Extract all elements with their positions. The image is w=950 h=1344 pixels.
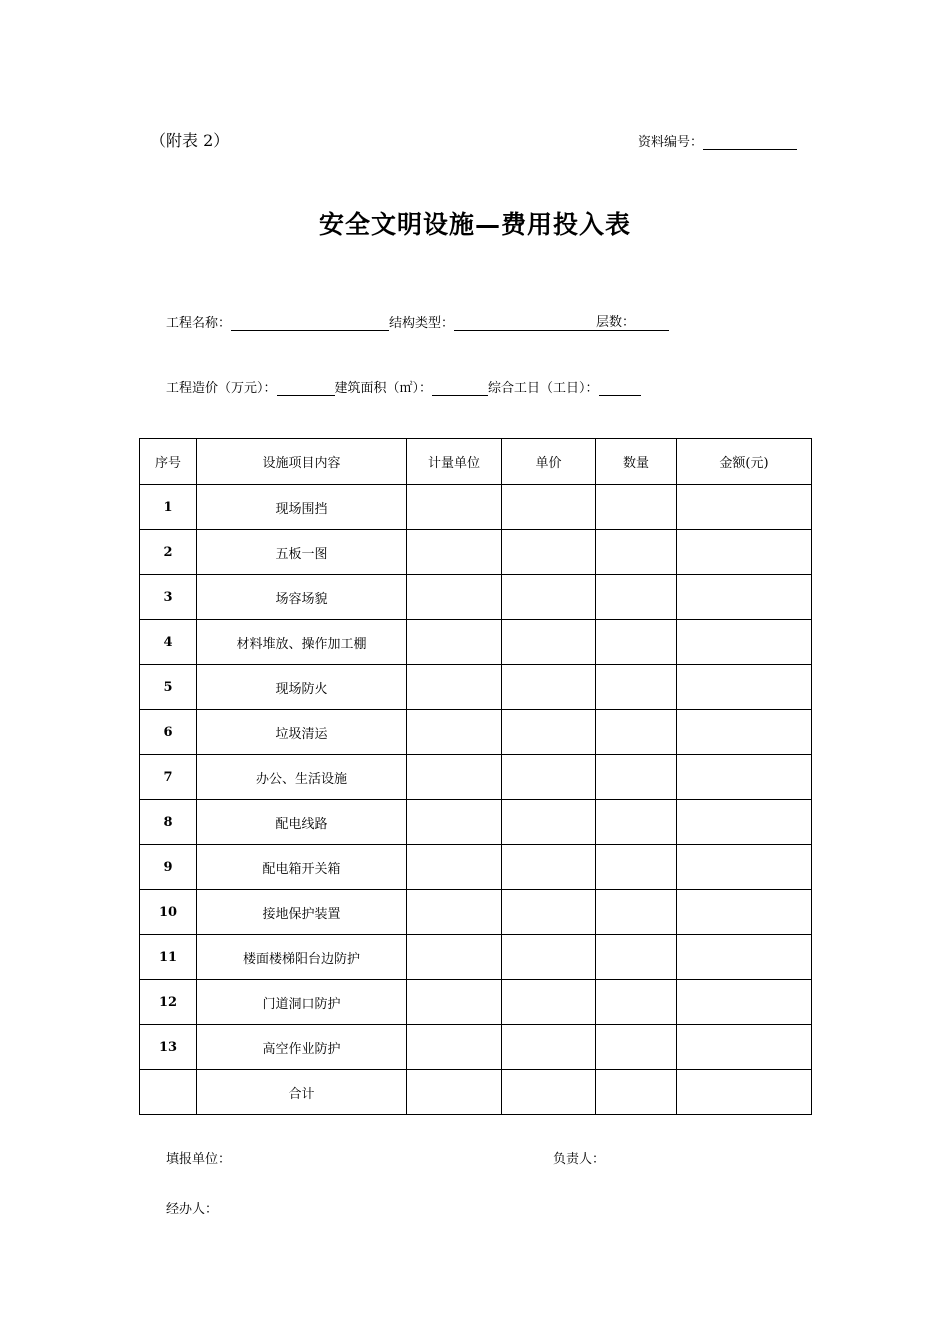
area-blank[interactable] — [432, 381, 488, 396]
structure-type-blank[interactable] — [454, 316, 596, 331]
unit-cell[interactable] — [407, 980, 502, 1025]
amount-cell[interactable] — [677, 710, 812, 755]
table-row — [140, 755, 812, 800]
unit-price-cell[interactable] — [502, 890, 596, 935]
project-name-blank[interactable] — [231, 316, 389, 331]
quantity-cell[interactable] — [596, 575, 677, 620]
leader-label: 负责人： — [553, 1152, 606, 1167]
area-label-prefix: 建筑面积（㎡ — [334, 381, 413, 396]
table-row — [140, 620, 812, 665]
header-cell: 数量 — [596, 439, 677, 485]
total-unit-cell[interactable] — [407, 1070, 502, 1115]
item-name: 现场围挡 — [197, 485, 407, 530]
item-name: 配电箱开关箱 — [197, 845, 407, 890]
project-info-line-1 — [166, 311, 669, 331]
total-row — [140, 1070, 812, 1115]
item-name: 楼面楼梯阳台边防护 — [197, 935, 407, 980]
amount-cell[interactable] — [677, 665, 812, 710]
project-name-label: 工程名称： — [166, 316, 232, 331]
row-number: 8 — [140, 800, 197, 845]
total-label: 合计 — [197, 1070, 407, 1115]
document-number-label: 资料编号： — [638, 135, 704, 150]
item-name: 接地保护装置 — [197, 890, 407, 935]
unit-cell[interactable] — [407, 665, 502, 710]
table-row — [140, 1025, 812, 1070]
unit-price-cell[interactable] — [502, 575, 596, 620]
quantity-cell[interactable] — [596, 620, 677, 665]
amount-cell[interactable] — [677, 845, 812, 890]
unit-price-cell[interactable] — [502, 980, 596, 1025]
row-number: 3 — [140, 575, 197, 620]
row-number: 10 — [140, 890, 197, 935]
amount-cell[interactable] — [677, 800, 812, 845]
row-number: 12 — [140, 980, 197, 1025]
quantity-cell[interactable] — [596, 980, 677, 1025]
area-label — [335, 381, 433, 396]
row-number: 11 — [140, 935, 197, 980]
row-number: 6 — [140, 710, 197, 755]
table-row — [140, 530, 812, 575]
row-number: 4 — [140, 620, 197, 665]
row-number: 13 — [140, 1025, 197, 1070]
item-name: 门道洞口防护 — [197, 980, 407, 1025]
unit-price-cell[interactable] — [502, 665, 596, 710]
table-row — [140, 575, 812, 620]
unit-cell[interactable] — [407, 485, 502, 530]
header-cell: 单价 — [502, 439, 596, 485]
header-cell: 计量单位 — [407, 439, 502, 485]
quantity-cell[interactable] — [596, 1025, 677, 1070]
table-row — [140, 980, 812, 1025]
table-header-row — [140, 439, 812, 485]
unit-price-cell[interactable] — [502, 800, 596, 845]
page-title: 安全文明设施—费用投入表 — [318, 210, 631, 239]
row-number: 9 — [140, 845, 197, 890]
amount-cell[interactable] — [677, 620, 812, 665]
unit-price-cell[interactable] — [502, 755, 596, 800]
unit-cell[interactable] — [407, 530, 502, 575]
quantity-cell[interactable] — [596, 665, 677, 710]
unit-cell[interactable] — [407, 1025, 502, 1070]
unit-price-cell[interactable] — [502, 845, 596, 890]
quantity-cell[interactable] — [596, 890, 677, 935]
unit-cell[interactable] — [407, 575, 502, 620]
amount-cell[interactable] — [677, 890, 812, 935]
amount-cell[interactable] — [677, 485, 812, 530]
quantity-cell[interactable] — [596, 755, 677, 800]
amount-cell[interactable] — [677, 755, 812, 800]
table-row — [140, 710, 812, 755]
unit-price-cell[interactable] — [502, 485, 596, 530]
unit-price-cell[interactable] — [502, 530, 596, 575]
item-name: 高空作业防护 — [197, 1025, 407, 1070]
total-unit-price-cell[interactable] — [502, 1070, 596, 1115]
workdays-label: 综合工日（工日）： — [488, 381, 599, 396]
unit-price-cell[interactable] — [502, 620, 596, 665]
unit-cell[interactable] — [407, 935, 502, 980]
header-cell: 序号 — [140, 439, 197, 485]
table-row — [140, 845, 812, 890]
document-number-blank[interactable] — [703, 135, 797, 150]
table-row — [140, 800, 812, 845]
header-cell: 设施项目内容 — [197, 439, 407, 485]
unit-price-cell[interactable] — [502, 1025, 596, 1070]
unit-cell[interactable] — [407, 800, 502, 845]
floors-label: 层数： — [596, 311, 635, 331]
item-name: 垃圾清运 — [197, 710, 407, 755]
cost-label: 工程造价（万元）： — [166, 381, 277, 396]
fill-unit-label: 填报单位： — [166, 1152, 232, 1167]
amount-cell[interactable] — [677, 575, 812, 620]
row-number: 2 — [140, 530, 197, 575]
item-name: 场容场貌 — [197, 575, 407, 620]
workdays-blank[interactable] — [599, 381, 641, 396]
item-name: 五板一图 — [197, 530, 407, 575]
amount-cell[interactable] — [677, 935, 812, 980]
item-name: 办公、生活设施 — [197, 755, 407, 800]
cost-blank[interactable] — [277, 381, 335, 396]
quantity-cell[interactable] — [596, 485, 677, 530]
item-name: 材料堆放、操作加工棚 — [197, 620, 407, 665]
total-row-number — [140, 1070, 197, 1115]
quantity-cell[interactable] — [596, 530, 677, 575]
unit-cell[interactable] — [407, 890, 502, 935]
quantity-cell[interactable] — [596, 710, 677, 755]
header-cell: 金额(元) — [677, 439, 812, 485]
item-name: 现场防火 — [197, 665, 407, 710]
attachment-label: （附表 2） — [150, 131, 230, 150]
floors-blank[interactable] — [635, 316, 669, 331]
structure-type-label: 结构类型： — [389, 316, 455, 331]
table-row — [140, 485, 812, 530]
total-quantity-cell[interactable] — [596, 1070, 677, 1115]
table-row — [140, 890, 812, 935]
cost-table — [139, 438, 812, 1115]
quantity-cell[interactable] — [596, 845, 677, 890]
item-name: 配电线路 — [197, 800, 407, 845]
row-number: 1 — [140, 485, 197, 530]
project-info-line-2 — [166, 377, 641, 396]
document-number — [638, 131, 797, 150]
quantity-cell[interactable] — [596, 800, 677, 845]
amount-cell[interactable] — [677, 980, 812, 1025]
unit-cell[interactable] — [407, 710, 502, 755]
unit-cell[interactable] — [407, 755, 502, 800]
handler-label: 经办人： — [166, 1202, 219, 1217]
area-label-suffix: ）： — [412, 381, 433, 396]
total-amount-cell[interactable] — [677, 1070, 812, 1115]
table-row — [140, 665, 812, 710]
unit-price-cell[interactable] — [502, 935, 596, 980]
amount-cell[interactable] — [677, 1025, 812, 1070]
table-row — [140, 935, 812, 980]
row-number: 5 — [140, 665, 197, 710]
unit-cell[interactable] — [407, 620, 502, 665]
unit-cell[interactable] — [407, 845, 502, 890]
row-number: 7 — [140, 755, 197, 800]
quantity-cell[interactable] — [596, 935, 677, 980]
amount-cell[interactable] — [677, 530, 812, 575]
unit-price-cell[interactable] — [502, 710, 596, 755]
